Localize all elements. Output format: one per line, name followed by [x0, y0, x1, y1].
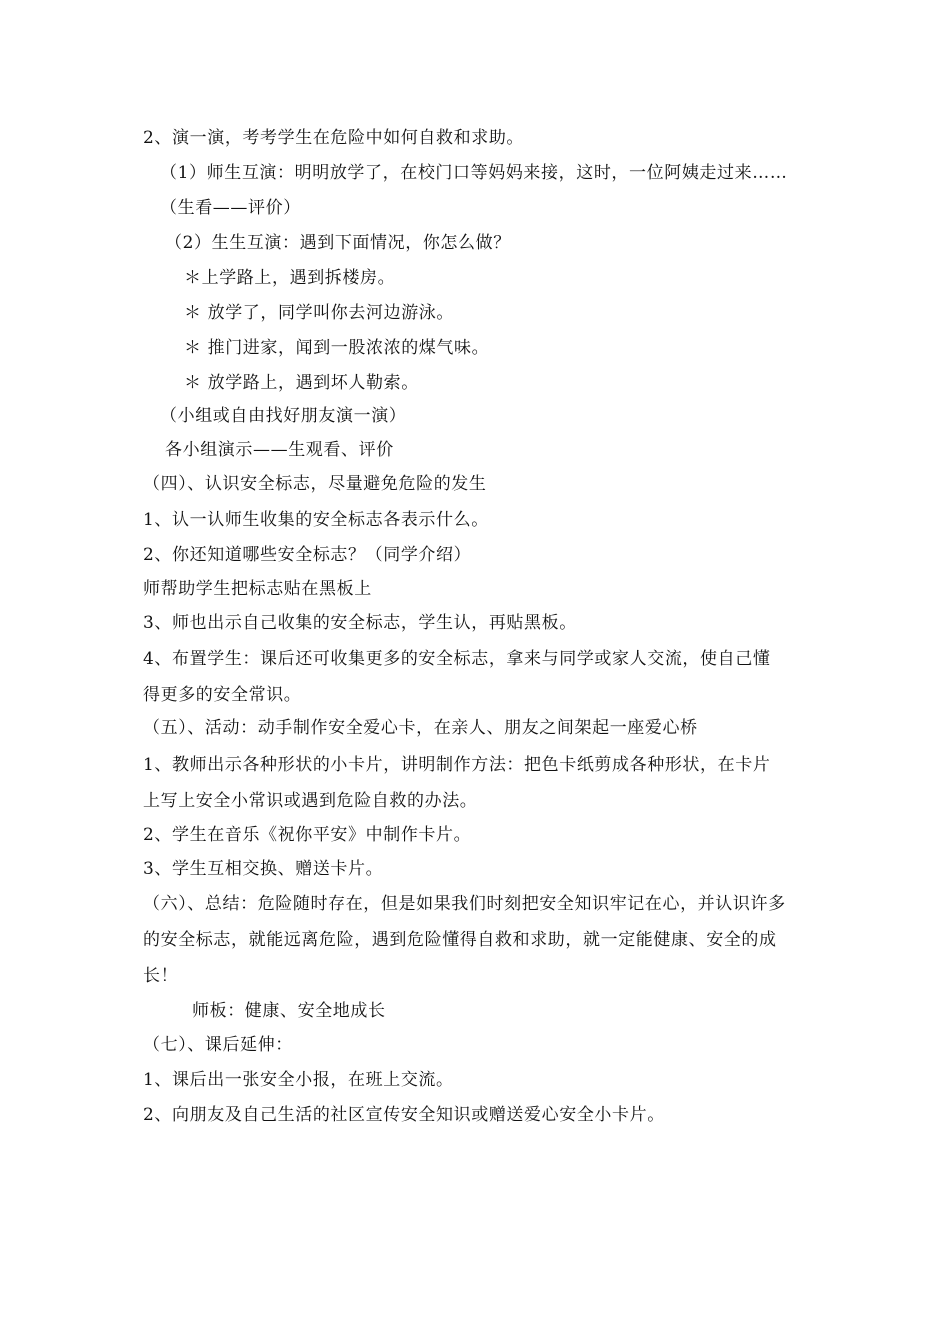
text-line-21: 2、学生在音乐《祝你平安》中制作卡片。: [143, 825, 472, 845]
text-line-20: 上写上安全小常识或遇到危险自救的办法。: [143, 791, 478, 811]
text-line-22: 3、学生互相交换、赠送卡片。: [143, 859, 384, 879]
text-line-17: 得更多的安全常识。: [143, 685, 302, 705]
text-line-13: 2、你还知道哪些安全标志？（同学介绍）: [143, 545, 472, 565]
text-line-10: 各小组演示——生观看、评价: [165, 440, 394, 460]
text-line-25: 长！: [143, 966, 179, 986]
text-line-2: （1）师生互演：明明放学了，在校门口等妈妈来接，这时，一位阿姨走过来……: [160, 163, 788, 183]
text-line-14: 师帮助学生把标志贴在黑板上: [143, 579, 372, 599]
text-line-19: 1、教师出示各种形状的小卡片，讲明制作方法：把色卡纸剪成各种形状，在卡片: [143, 755, 771, 775]
text-line-7: ＊ 推门进家，闻到一股浓浓的煤气味。: [184, 338, 490, 358]
text-line-11: （四）、认识安全标志，尽量避免危险的发生: [143, 474, 487, 494]
text-line-27: （七）、课后延伸：: [143, 1035, 293, 1055]
text-line-4: （2）生生互演：遇到下面情况，你怎么做？: [165, 233, 511, 253]
text-line-23: （六）、总结：危险随时存在，但是如果我们时刻把安全知识牢记在心，并认识许多: [143, 894, 786, 914]
text-line-15: 3、师也出示自己收集的安全标志，学生认，再贴黑板。: [143, 613, 577, 633]
text-line-12: 1、认一认师生收集的安全标志各表示什么。: [143, 510, 489, 530]
text-line-8: ＊ 放学路上，遇到坏人勒索。: [184, 373, 419, 393]
text-line-5: ＊上学路上，遇到拆楼房。: [184, 268, 396, 288]
text-line-6: ＊ 放学了，同学叫你去河边游泳。: [184, 303, 455, 323]
text-line-9: （小组或自由找好朋友演一演）: [160, 406, 407, 426]
text-line-1: 2、演一演，考考学生在危险中如何自救和求助。: [143, 128, 525, 148]
text-line-24: 的安全标志，就能远离危险，遇到危险懂得自救和求助，就一定能健康、安全的成: [143, 930, 777, 950]
text-line-26: 师板：健康、安全地成长: [192, 1001, 386, 1021]
text-line-16: 4、布置学生：课后还可收集更多的安全标志，拿来与同学或家人交流，使自己懂: [143, 649, 771, 669]
text-line-18: （五）、活动：动手制作安全爱心卡，在亲人、朋友之间架起一座爱心桥: [143, 718, 698, 738]
text-line-3: （生看——评价）: [160, 198, 301, 218]
text-line-28: 1、课后出一张安全小报，在班上交流。: [143, 1070, 454, 1090]
text-line-29: 2、向朋友及自己生活的社区宣传安全知识或赠送爱心安全小卡片。: [143, 1105, 665, 1125]
